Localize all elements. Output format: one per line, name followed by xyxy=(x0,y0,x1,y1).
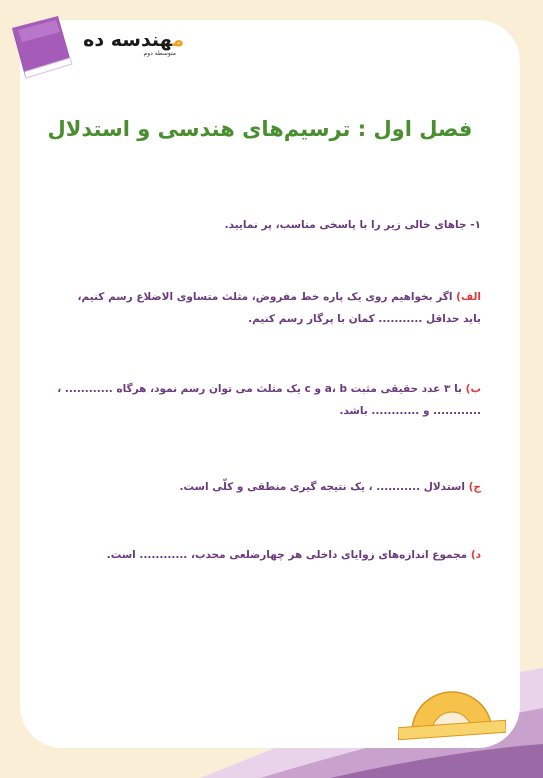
logo-subtitle: متوسطه دوم xyxy=(143,50,176,57)
logo-title-accent: م xyxy=(172,29,184,51)
question-dal xyxy=(61,544,481,566)
question-alef xyxy=(61,286,481,330)
question-be xyxy=(41,378,481,422)
question-text: استدلال ........... ، یک نتیجه گیری منطقی و کلّی است. xyxy=(179,481,465,493)
logo-title xyxy=(74,30,184,50)
question-text: با ۳ عدد حقیقی مثبت a، b و c یک مثلث می توان رسم نمود، هرگاه ............ ، ............ و ............ باشد. xyxy=(57,383,481,417)
brand-logo xyxy=(74,30,184,64)
question-text: اگر بخواهیم روی یک پاره خط مفروض، مثلث متساوی الاضلاع رسم کنیم، باید حداقل ........... کمان با پرگار رسم کنیم. xyxy=(77,291,481,325)
protractor-icon xyxy=(398,680,506,740)
logo-title-main: هندسه ده xyxy=(83,29,173,51)
question-1 xyxy=(61,214,481,236)
chapter-title: فصل اول : ترسیم‌های هندسی و استدلال xyxy=(47,117,473,141)
question-label: د) xyxy=(470,549,481,561)
question-text: مجموع اندازه‌های زوایای داخلی هر چهارضلعی محدب، ............ است. xyxy=(106,549,468,561)
question-jim xyxy=(61,476,481,498)
question-label: ج) xyxy=(468,481,481,493)
book-icon xyxy=(4,10,76,80)
question-label: الف) xyxy=(456,291,481,303)
question-label: ب) xyxy=(465,383,481,395)
question-text: ۱- جاهای خالی زیر را با پاسخی مناسب، پر نمایید. xyxy=(224,219,481,231)
